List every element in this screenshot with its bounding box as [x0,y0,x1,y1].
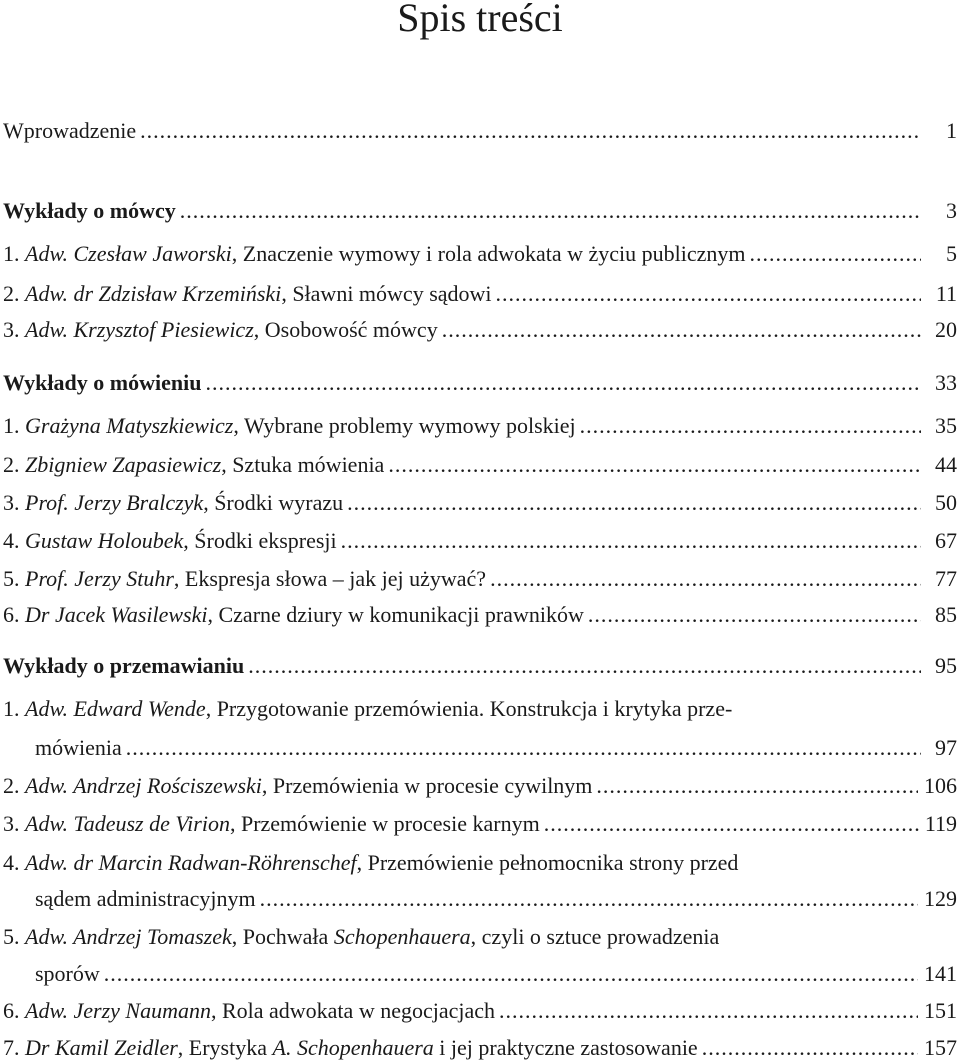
toc-entry-text: 6. Adw. Jerzy Naumann, Rola adwokata w negocjacjach [3,998,496,1023]
toc-entry-text: 3. Prof. Jerzy Bralczyk, Środki wyrazu [3,490,344,515]
author-name: Adw. Andrzej Tomaszek [25,924,232,949]
toc-entry-text: 1. Adw. Czesław Jaworski, Znaczenie wymowy i rola adwokata w życiu publicznym [3,241,746,266]
toc-entry-continuation[interactable] [35,956,957,988]
leader-dots [180,197,921,225]
toc-entry-text: 6. Dr Jacek Wasilewski, Czarne dziury w komunikacji prawników [3,602,584,627]
toc-entry-text: 5. Adw. Andrzej Tomaszek, Pochwała Schopenhauera, czyli o sztuce prowadzenia [3,924,720,949]
entry-title-continuation: mówienia [35,735,122,760]
toc-section-heading[interactable] [3,193,957,225]
author-name: Adw. Krzysztof Piesiewicz [25,317,254,342]
author-name: Adw. Andrzej Rościszewski [25,773,262,798]
toc-entry[interactable] [3,447,957,479]
leader-dots [750,240,921,268]
entry-title: Rola adwokata w negocjacjach [221,998,496,1023]
toc-page-number: 3 [946,198,957,223]
toc-entry-text: 1. Grażyna Matyszkiewicz, Wybrane problemy wymowy polskiej [3,413,576,438]
toc-section-heading[interactable] [3,365,957,397]
leader-dots [205,369,921,397]
leader-dots [104,960,918,988]
author-name: Dr Kamil Zeidler [25,1035,178,1060]
entry-title: Wybrane problemy wymowy polskiej [243,413,576,438]
toc-entry-title: Wprowadzenie [3,118,137,143]
toc-entry-continuation[interactable] [35,730,957,762]
toc-page-number: 141 [924,961,957,986]
toc-entry-text: 4. Gustaw Holoubek, Środki ekspresji [3,528,337,553]
toc-page-number: 20 [935,317,957,342]
leader-dots [580,412,921,440]
toc-entry-text: 3. Adw. Krzysztof Piesiewicz, Osobowość mówcy [3,317,438,342]
entry-title: Przemówienia w procesie cywilnym [272,773,593,798]
author-name: Adw. Tadeusz de Virion [25,811,230,836]
toc-page-number: 119 [924,811,957,836]
leader-dots [490,565,921,593]
leader-dots [588,601,921,629]
toc-page-number: 77 [935,566,957,591]
entry-title: Sztuka mówienia [232,452,385,477]
toc-page-number: 5 [946,241,957,266]
toc-entry[interactable] [3,993,957,1025]
toc-page-number: 129 [924,886,957,911]
toc-entry-text: 2. Zbigniew Zapasiewicz, Sztuka mówienia [3,452,385,477]
toc-entry[interactable] [3,768,957,800]
author-name: Zbigniew Zapasiewicz [25,452,222,477]
leader-dots [126,734,921,762]
leader-dots [260,885,918,913]
toc-entry[interactable] [3,408,957,440]
toc-page-number: 85 [935,602,957,627]
leader-dots [544,810,919,838]
toc-page-number: 151 [924,998,957,1023]
toc-section-heading[interactable] [3,648,957,680]
toc-entry-text: 2. Adw. dr Zdzisław Krzemiński, Sławni mówcy sądowi [3,281,492,306]
entry-title-prefix: Erystyka [188,1035,273,1060]
leader-dots [341,527,921,555]
toc-entry-text: 7. Dr Kamil Zeidler, Erystyka A. Schopenhauera i jej praktyczne zastosowanie [3,1035,698,1060]
author-name: Adw. dr Zdzisław Krzemiński [25,281,282,306]
section-title: Wykłady o mówieniu [3,370,202,395]
toc-page-number: 67 [935,528,957,553]
leader-dots [140,117,921,145]
author-name: Prof. Jerzy Bralczyk [25,490,204,515]
leader-dots [388,451,921,479]
toc-entry-continuation[interactable] [35,881,957,913]
leader-dots [596,772,918,800]
toc-page-number: 11 [935,281,957,306]
leader-dots [442,316,921,344]
entry-title: Sławni mówcy sądowi [292,281,492,306]
leader-dots [702,1034,918,1062]
toc-page-number: 97 [935,735,957,760]
entry-title-continuation: sporów [35,961,100,986]
toc-entry[interactable] [3,485,957,517]
toc-page-number: 157 [924,1035,957,1060]
author-name: Grażyna Matyszkiewicz [25,413,234,438]
toc-entry-text: 3. Adw. Tadeusz de Virion, Przemówienie w procesie karnym [3,811,540,836]
toc-entry[interactable] [3,312,957,344]
toc-entry-intro[interactable] [3,113,957,145]
entry-title: Osobowość mówcy [264,317,438,342]
entry-title: Przygotowanie przemówienia. Konstrukcja i krytyka prze- [216,696,733,721]
entry-title: Przemówienie pełnomocnika strony przed [367,850,739,875]
toc-page-number: 35 [935,413,957,438]
entry-title: Środki ekspresji [194,528,337,553]
author-name: Adw. dr Marcin Radwan-Röhrenschef [25,850,357,875]
author-name: Dr Jacek Wasilewski [25,602,208,627]
entry-title-suffix: , czyli o sztuce prowadzenia [470,924,720,949]
author-name: Adw. Czesław Jaworski [25,241,232,266]
leader-dots [248,652,921,680]
page-title: Spis treści [397,0,563,40]
toc-entry-text: 4. Adw. dr Marcin Radwan-Röhrenschef, Przemówienie pełnomocnika strony przed [3,850,739,875]
author-name: Adw. Edward Wende [25,696,206,721]
author-name: Gustaw Holoubek [25,528,184,553]
toc-entry-text: 1. Adw. Edward Wende, Przygotowanie przemówienia. Konstrukcja i krytyka prze- [3,696,733,721]
toc-entry-first-line[interactable] [3,691,732,723]
toc-entry[interactable] [3,561,957,593]
leader-dots [499,997,918,1025]
entry-title-continuation: sądem administracyjnym [35,886,256,911]
entry-title: Czarne dziury w komunikacji prawników [218,602,584,627]
toc-entry-first-line[interactable] [3,845,738,877]
entry-title: Znaczenie wymowy i rola adwokata w życiu publicznym [242,241,746,266]
entry-title-italic: Schopenhauera [333,924,471,949]
entry-title: Środki wyrazu [214,490,344,515]
entry-title-italic: A. Schopenhauera [272,1035,434,1060]
toc-page-number: 33 [935,370,957,395]
author-name: Adw. Jerzy Naumann [25,998,211,1023]
toc-entry-text: 2. Adw. Andrzej Rościszewski, Przemówienia w procesie cywilnym [3,773,593,798]
leader-dots [496,280,921,308]
toc-entry-text: 5. Prof. Jerzy Stuhr, Ekspresja słowa – jak jej używać? [3,566,487,591]
entry-title-prefix: Pochwała [242,924,334,949]
toc-page-number: 50 [935,490,957,515]
toc-entry[interactable] [3,597,957,629]
leader-dots [347,489,921,517]
toc-page-number: 44 [935,452,957,477]
author-name: Prof. Jerzy Stuhr [25,566,174,591]
section-title: Wykłady o mówcy [3,198,176,223]
entry-title: Ekspresja słowa – jak jej używać? [184,566,487,591]
toc-entry[interactable] [3,276,957,308]
toc-entry[interactable] [3,806,957,838]
toc-page-number: 95 [935,653,957,678]
section-title: Wykłady o przemawianiu [3,653,245,678]
toc-entry[interactable] [3,523,957,555]
toc-entry[interactable] [3,236,957,268]
toc-page-number: 106 [924,773,957,798]
toc-page-number: 1 [946,118,957,143]
toc-entry-first-line[interactable] [3,919,719,951]
entry-title-suffix: i jej praktyczne zastosowanie [433,1035,698,1060]
entry-title: Przemówienie w procesie karnym [240,811,540,836]
toc-entry[interactable] [3,1030,957,1062]
